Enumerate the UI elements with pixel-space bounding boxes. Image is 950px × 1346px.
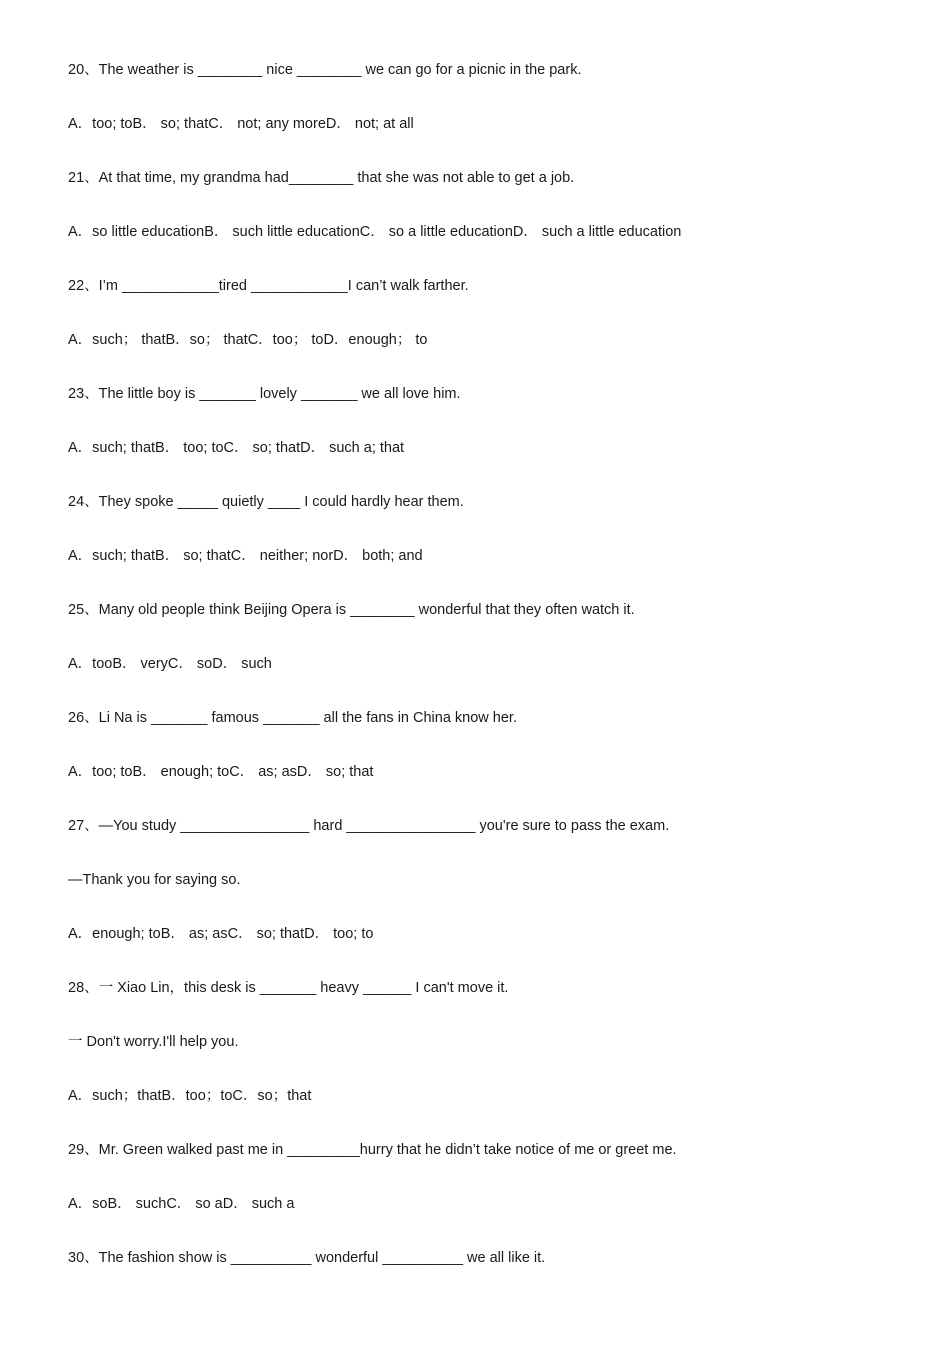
options-22: A．such； thatB．so； thatC．too； toD．enough； to [68,332,428,348]
question-22: 22、I’m ____________tired ____________I can’t walk farther. [68,278,469,294]
question-28-reply: 一 Don't worry.I'll help you. [68,1034,239,1050]
options-21: A．so little educationB． such little educationC． so a little educationD． such a little education [68,224,682,240]
options-25: A．tooB． veryC． soD． such [68,656,272,672]
options-24: A．such; thatB． so; thatC． neither; norD． both; and [68,548,423,564]
question-26: 26、Li Na is _______ famous _______ all the fans in China know her. [68,710,517,726]
question-27-reply: —Thank you for saying so. [68,872,241,888]
question-25: 25、Many old people think Beijing Opera is ________ wonderful that they often watch it. [68,602,635,618]
options-28: A．such；thatB．too；toC．so；that [68,1088,312,1104]
question-30: 30、The fashion show is __________ wonderful __________ we all like it. [68,1250,546,1266]
question-24: 24、They spoke _____ quietly ____ I could hardly hear them. [68,494,464,510]
question-27: 27、—You study ________________ hard ________________ you're sure to pass the exam. [68,818,670,834]
options-23: A．such; thatB． too; toC． so; thatD． such a; that [68,440,405,456]
options-26: A．too; toB． enough; toC． as; asD． so; that [68,764,374,780]
question-21: 21、At that time, my grandma had________ that she was not able to get a job. [68,170,575,186]
question-23: 23、The little boy is _______ lovely _______ we all love him. [68,386,461,402]
question-29: 29、Mr. Green walked past me in _________hurry that he didn’t take notice of me or greet me. [68,1142,677,1158]
question-20: 20、The weather is ________ nice ________ we can go for a picnic in the park. [68,62,582,78]
question-28: 28、一 Xiao Lin，this desk is _______ heavy ______ I can't move it. [68,980,509,996]
options-20: A．too; toB． so; thatC． not; any moreD． not; at all [68,116,414,132]
options-29: A．soB． suchC． so aD． such a [68,1196,295,1212]
options-27: A．enough; toB． as; asC． so; thatD． too; to [68,926,374,942]
